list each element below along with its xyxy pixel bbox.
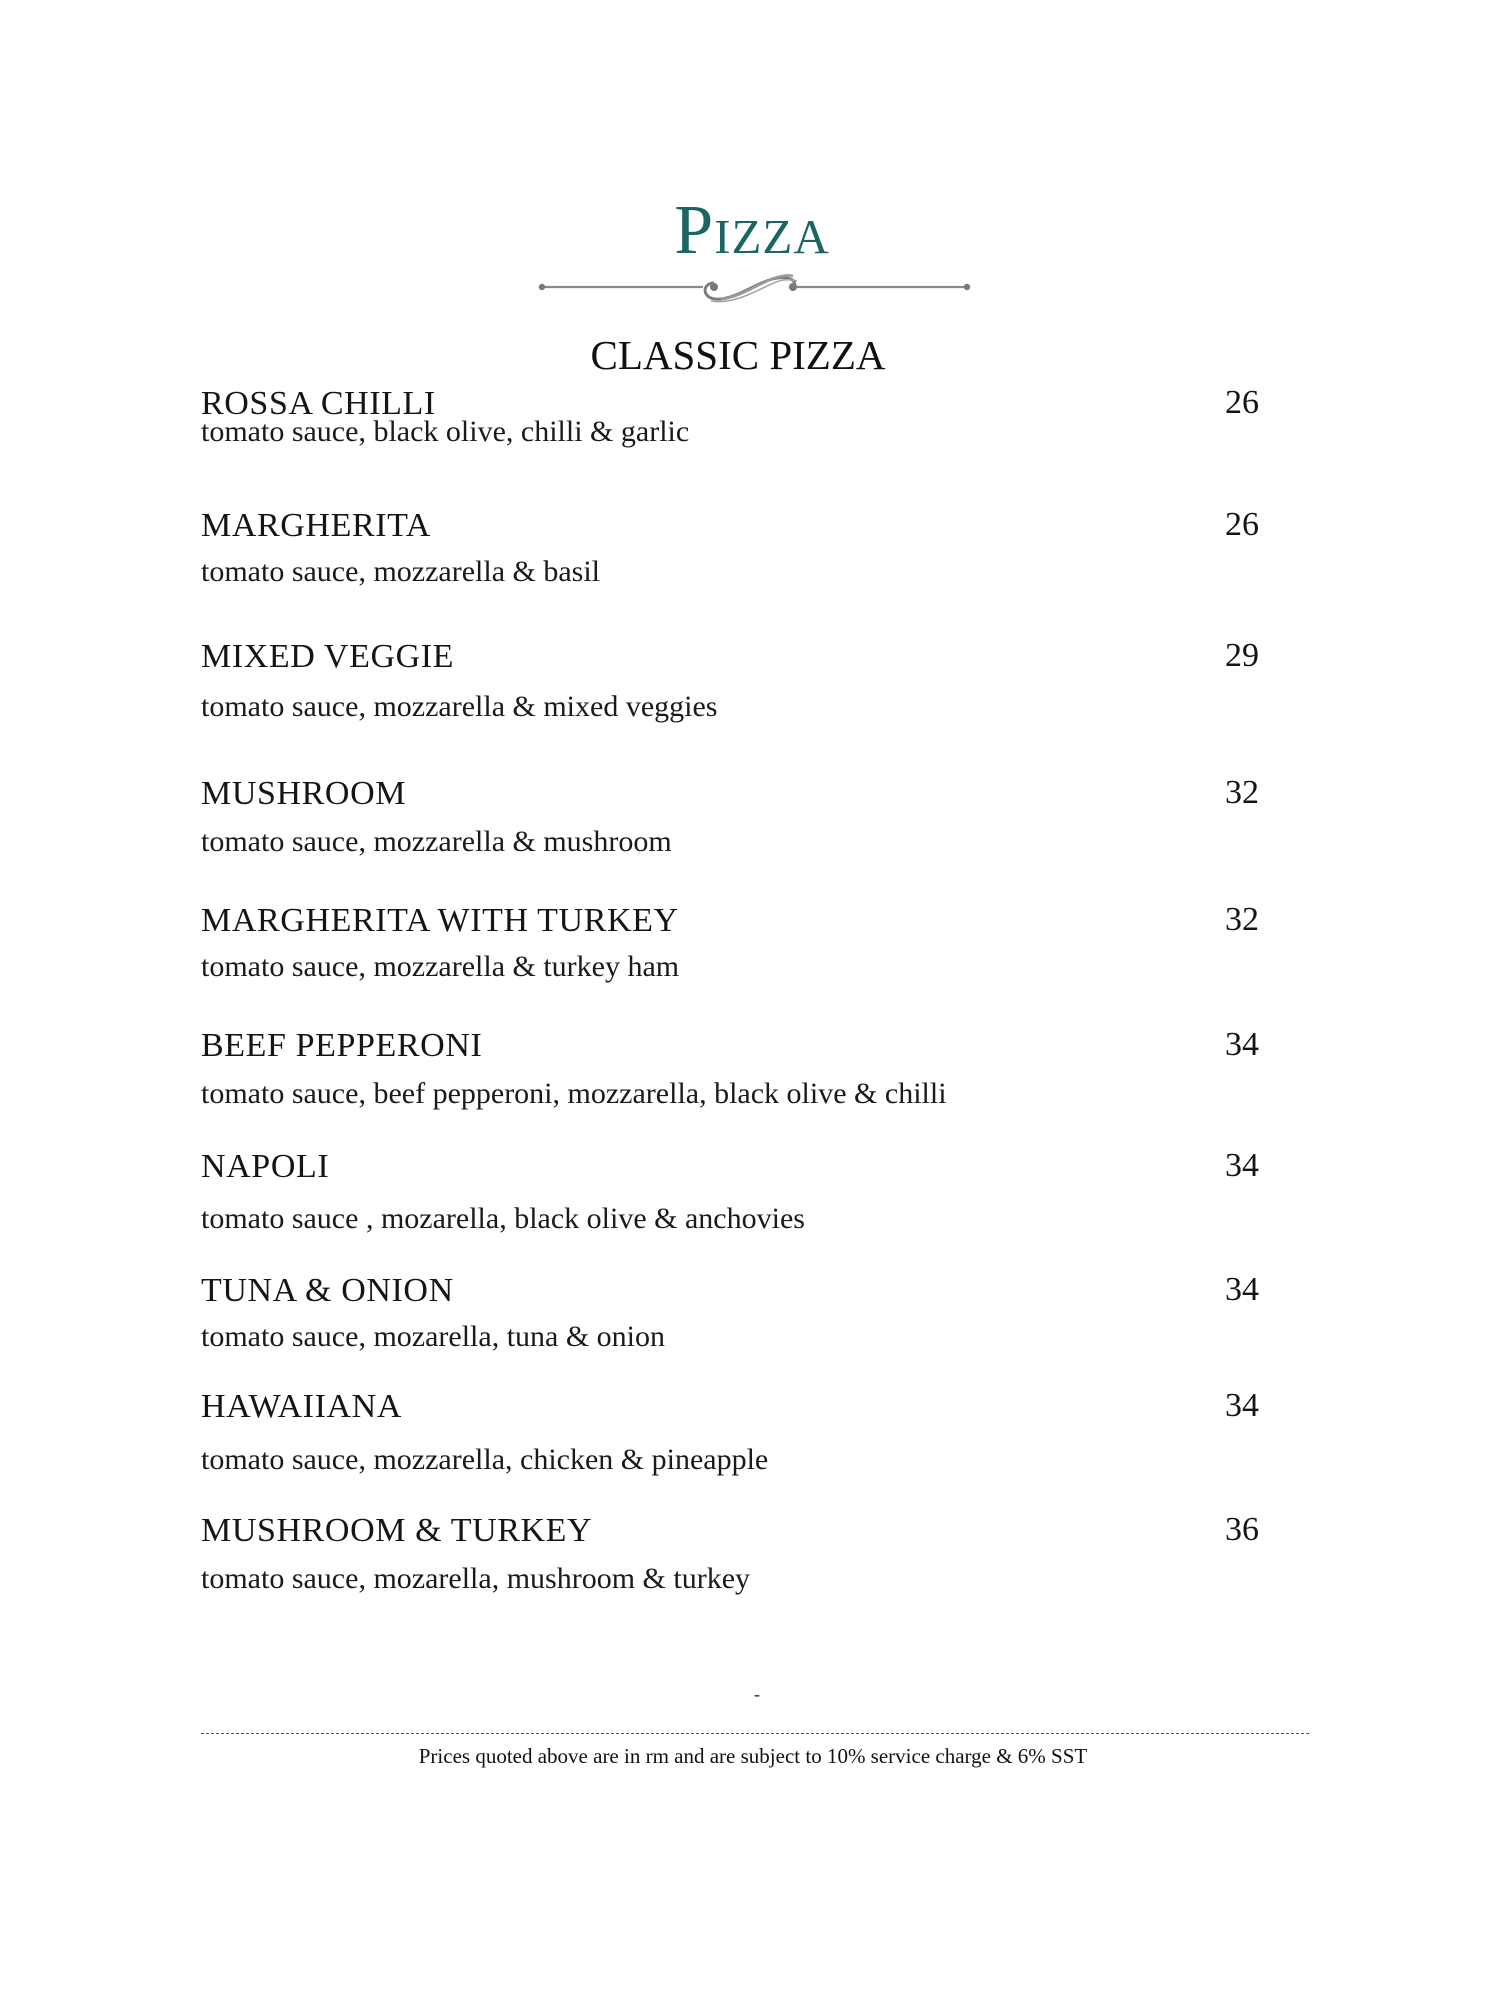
menu-item-price: 34 (1225, 1387, 1259, 1424)
menu-item-name: TUNA & ONION (201, 1272, 454, 1309)
menu-item-description: tomato sauce, mozzarella, chicken & pineapple (201, 1443, 769, 1476)
pricing-note: Prices quoted above are in rm and are subject to 10% service charge & 6% SST (418, 1744, 1088, 1768)
menu-item-name: MARGHERITA (201, 507, 431, 544)
menu-item-description: tomato sauce, beef pepperoni, mozzarella, black olive & chilli (201, 1077, 947, 1110)
menu-item-price: 34 (1225, 1147, 1259, 1184)
menu-item-description: tomato sauce, mozarella, tuna & onion (201, 1320, 666, 1353)
footer-divider (201, 1733, 1309, 1734)
menu-item-description: tomato sauce, mozarella, mushroom & turkey (201, 1562, 751, 1595)
menu-item-name: NAPOLI (201, 1148, 330, 1185)
menu-item-price: 32 (1225, 901, 1259, 938)
menu-item-description: tomato sauce, mozzarella & mixed veggies (201, 690, 718, 723)
menu-item-description: tomato sauce, mozzarella & turkey ham (201, 950, 680, 983)
footer-mark: - (754, 1684, 760, 1704)
menu-item-name: MUSHROOM & TURKEY (201, 1512, 593, 1549)
page-title: Pizza (674, 192, 830, 269)
menu-item-price: 32 (1225, 774, 1259, 811)
menu-item-price: 34 (1225, 1271, 1259, 1308)
menu-item-price: 26 (1225, 384, 1259, 421)
menu-item-description: tomato sauce, mozzarella & basil (201, 555, 601, 588)
menu-item-price: 29 (1225, 637, 1259, 674)
menu-item-name: BEEF PEPPERONI (201, 1027, 483, 1064)
menu-item-price: 34 (1225, 1026, 1259, 1063)
menu-item-price: 26 (1225, 506, 1259, 543)
menu-item-name: MARGHERITA WITH TURKEY (201, 902, 679, 939)
menu-item-name: HAWAIIANA (201, 1388, 402, 1425)
menu-item-description: tomato sauce, black olive, chilli & garlic (201, 415, 690, 448)
menu-item-name: MUSHROOM (201, 775, 407, 812)
menu-item-description: tomato sauce, mozzarella & mushroom (201, 825, 672, 858)
flourish-divider-icon (535, 268, 975, 308)
menu-item-price: 36 (1225, 1511, 1259, 1548)
menu-item-description: tomato sauce , mozarella, black olive & anchovies (201, 1202, 805, 1235)
menu-item-name: MIXED VEGGIE (201, 638, 455, 675)
menu-item-name: ROSSA CHILLI (201, 385, 436, 422)
section-title: CLASSIC PIZZA (590, 332, 886, 378)
